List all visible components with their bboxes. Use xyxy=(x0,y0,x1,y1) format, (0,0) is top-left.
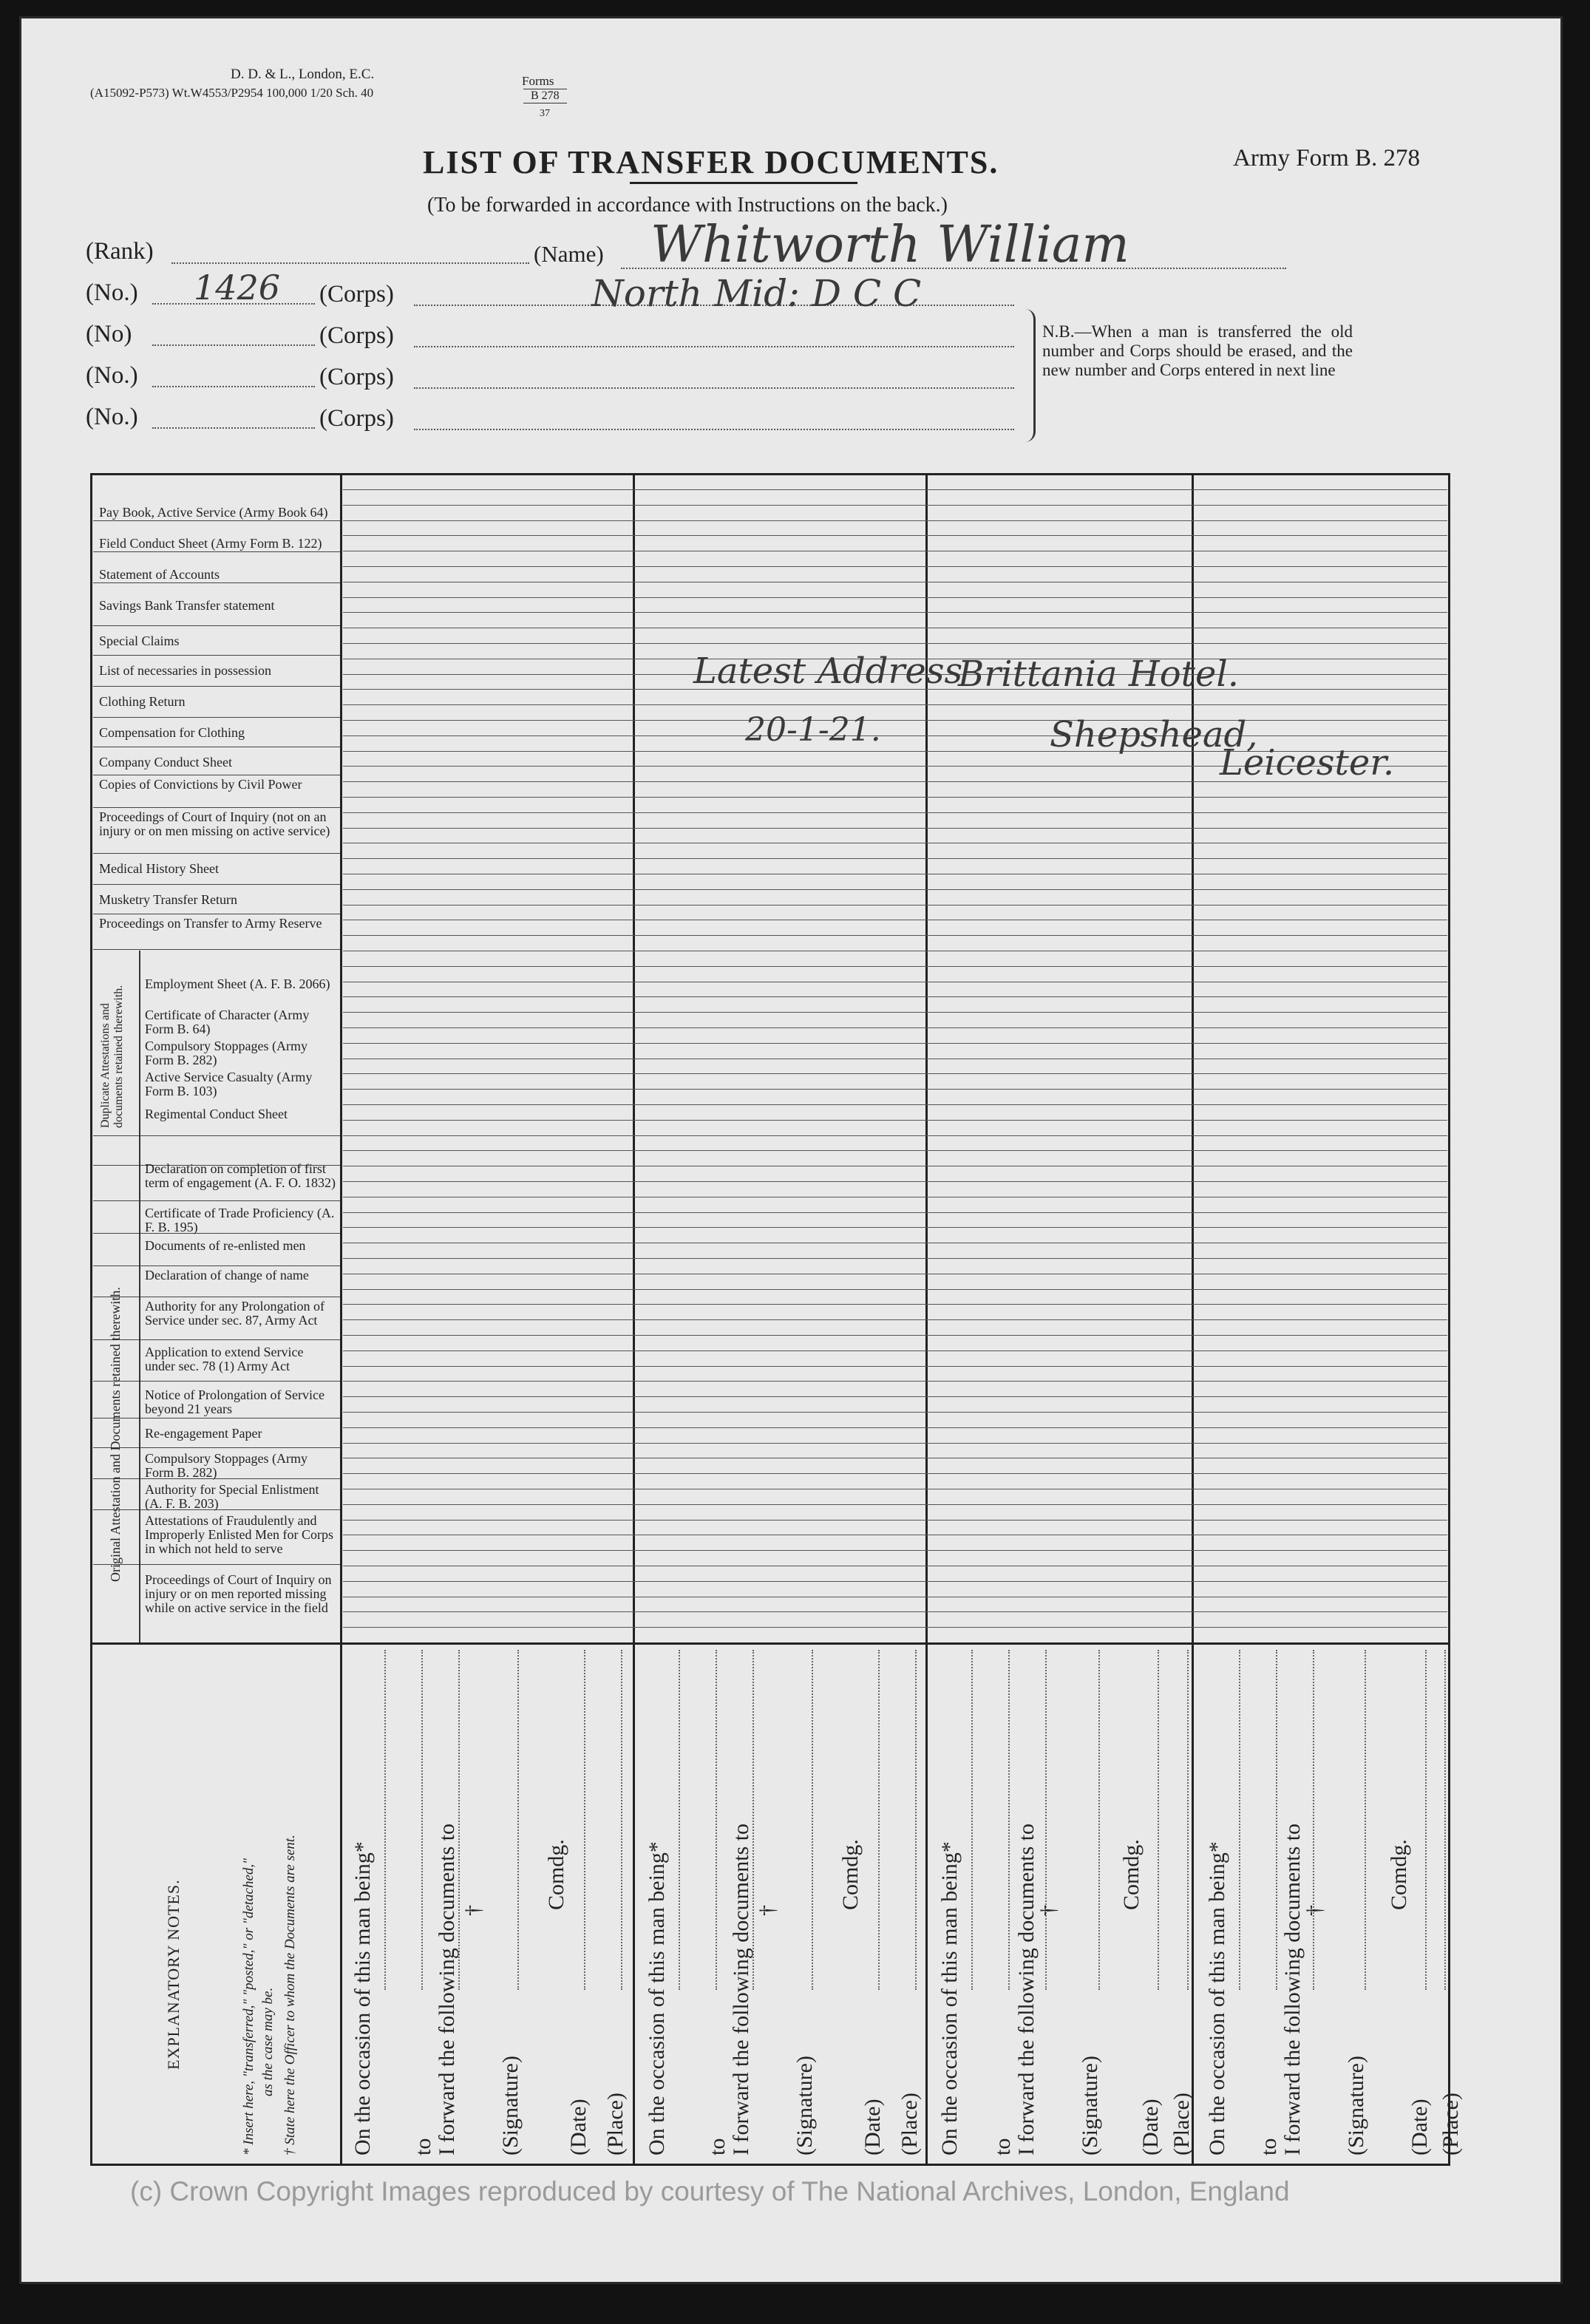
label-divider xyxy=(93,949,340,950)
signature-dotted-line xyxy=(1313,1650,1314,1990)
signature-dotted-line xyxy=(1444,1650,1446,1990)
ruling-line xyxy=(343,1611,1447,1612)
label-divider xyxy=(93,520,340,521)
ruling-line xyxy=(343,1104,1447,1105)
form-reference: Army Form B. 278 xyxy=(1233,145,1421,171)
forms-sub: 37 xyxy=(540,108,550,119)
doc-item: Company Conduct Sheet xyxy=(99,755,232,769)
handwritten-hotel: Brittania Hotel. xyxy=(958,653,1239,695)
forward-text: I forward the following documents to xyxy=(1014,1823,1039,2155)
corps-line-3 xyxy=(414,387,1014,389)
corps-label-1: (Corps) xyxy=(319,281,394,308)
ruling-line xyxy=(343,1027,1447,1028)
signature-dotted-line xyxy=(421,1650,423,1990)
signature-dotted-line xyxy=(584,1650,585,1990)
ruling-line xyxy=(343,489,1447,490)
doc-item: Proceedings of Court of Inquiry on injury or on men reported missing while on active service in the field xyxy=(145,1572,332,1615)
forward-text: I forward the following documents to xyxy=(435,1823,459,2155)
ruling-line xyxy=(343,1350,1447,1351)
comdg-text: Comdg. xyxy=(838,1839,863,1910)
occasion-text: On the occasion of this man being* xyxy=(350,1841,375,2155)
explanatory-title: EXPLANATORY NOTES. xyxy=(164,1879,183,2070)
signature-dotted-line xyxy=(915,1650,917,1990)
dagger-text: † xyxy=(461,1905,486,1916)
ruling-line xyxy=(343,1520,1447,1521)
date-text: (Date) xyxy=(1407,2099,1432,2155)
place-text: (Place) xyxy=(1438,2093,1463,2155)
doc-item: Documents of re-enlisted men xyxy=(145,1238,306,1253)
ruling-line xyxy=(343,1427,1447,1428)
no-label-3: (No.) xyxy=(86,362,138,389)
ruling-line xyxy=(343,1319,1447,1320)
label-divider xyxy=(93,655,340,656)
ruling-line xyxy=(343,1012,1447,1013)
signature-dotted-line xyxy=(1425,1650,1427,1990)
occasion-text: On the occasion of this man being* xyxy=(937,1841,962,2155)
handwritten-county: Leicester. xyxy=(1220,742,1395,784)
ruling-line xyxy=(343,858,1447,859)
forward-text: I forward the following documents to xyxy=(729,1823,753,2155)
no-line-4 xyxy=(152,427,315,429)
printer-line1: D. D. & L., London, E.C. xyxy=(231,67,375,82)
signature-dotted-line xyxy=(878,1650,880,1990)
ruling-line xyxy=(343,797,1447,798)
title-underline xyxy=(630,182,857,184)
ruling-line xyxy=(343,597,1447,598)
doc-item: Statement of Accounts xyxy=(99,567,220,582)
date-text: (Date) xyxy=(1138,2099,1163,2155)
forms-label: Forms xyxy=(522,74,554,88)
label-divider xyxy=(93,884,340,885)
signature-dotted-line xyxy=(812,1650,813,1990)
ruling-line xyxy=(343,1504,1447,1505)
signature-dotted-line xyxy=(679,1650,680,1990)
ruling-line xyxy=(343,1258,1447,1259)
date-text: (Date) xyxy=(860,2099,885,2155)
no-line-2 xyxy=(152,344,315,346)
signature-dotted-line xyxy=(621,1650,622,1990)
ruling-line xyxy=(343,505,1447,506)
rank-line xyxy=(171,262,529,264)
ruling-line xyxy=(343,1089,1447,1090)
explanatory-note1: * Insert here, "transferred," "posted," or "detached," xyxy=(241,1858,256,2155)
doc-item: Proceedings on Transfer to Army Reserve xyxy=(99,916,322,931)
doc-item: Special Claims xyxy=(99,633,180,648)
ruling-line xyxy=(343,1212,1447,1213)
doc-item: Field Conduct Sheet (Army Form B. 122) xyxy=(99,536,322,551)
page-title: LIST OF TRANSFER DOCUMENTS. xyxy=(423,144,999,180)
signature-dotted-line xyxy=(1045,1650,1047,1990)
ruling-line xyxy=(343,889,1447,890)
corps-label-2: (Corps) xyxy=(319,322,394,349)
doc-item: Compulsory Stoppages (Army Form B. 282) xyxy=(145,1039,308,1067)
forms-number: B 278 xyxy=(523,89,567,103)
label-divider xyxy=(93,717,340,718)
ruling-line xyxy=(343,1135,1447,1136)
doc-item: Proceedings of Court of Inquiry (not on an injury or on men missing on active service) xyxy=(99,809,330,838)
corps-line-2 xyxy=(414,346,1014,347)
signature-dotted-line xyxy=(1008,1650,1010,1990)
no-value: 1426 xyxy=(194,268,281,308)
comdg-text: Comdg. xyxy=(544,1839,568,1910)
doc-item: Application to extend Service under sec. 78 (1) Army Act xyxy=(145,1345,304,1373)
nb-note: N.B.—When a man is transferred the old number and Corps should be erased, and the new number and Corps entered in next line xyxy=(1042,322,1353,379)
ruling-line xyxy=(343,1381,1447,1382)
doc-item: Certificate of Trade Proficiency (A. F. B. 195) xyxy=(145,1206,335,1234)
doc-item: Copies of Convictions by Civil Power xyxy=(99,777,302,792)
to-text: to xyxy=(705,2138,730,2155)
ruling-line xyxy=(343,520,1447,521)
no-line-3 xyxy=(152,386,315,387)
dagger-text: † xyxy=(1302,1905,1327,1916)
ruling-line xyxy=(343,1304,1447,1305)
signature-dotted-line xyxy=(716,1650,717,1990)
comdg-text: Comdg. xyxy=(1119,1839,1144,1910)
ruling-line xyxy=(343,720,1447,721)
doc-item: Attestations of Fraudulently and Improperly Enlisted Men for Corps in which not held to serve xyxy=(145,1513,333,1556)
ruling-line xyxy=(343,905,1447,906)
ruling-line xyxy=(343,1289,1447,1290)
name-value: Whitworth William xyxy=(650,216,1129,274)
signature-dotted-line xyxy=(1187,1650,1189,1990)
label-divider xyxy=(93,582,340,583)
signature-text: (Signature) xyxy=(792,2056,817,2155)
label-divider xyxy=(93,853,340,854)
signature-dotted-line xyxy=(1158,1650,1159,1990)
signature-text: (Signature) xyxy=(1078,2056,1102,2155)
handwritten-date: 20-1-21. xyxy=(745,711,881,749)
doc-item: Compensation for Clothing xyxy=(99,725,245,740)
doc-item: Savings Bank Transfer statement xyxy=(99,598,275,613)
ruling-line xyxy=(343,996,1447,997)
doc-item: Authority for Special Enlistment (A. F. B. 203) xyxy=(145,1482,319,1511)
doc-item: Authority for any Prolongation of Service under sec. 87, Army Act xyxy=(145,1299,325,1328)
ruling-line xyxy=(343,566,1447,567)
name-label: (Name) xyxy=(534,241,604,267)
explanatory-note1b: as the case may be. xyxy=(260,1987,276,2096)
signature-dotted-line xyxy=(1239,1650,1240,1990)
doc-item: Active Service Casualty (Army Form B. 103) xyxy=(145,1070,313,1098)
doc-item: Declaration of change of name xyxy=(145,1268,309,1282)
no-label-4: (No.) xyxy=(86,404,138,430)
no-label-1: (No.) xyxy=(86,279,138,306)
no-label-2: (No) xyxy=(86,321,132,347)
ruling-line xyxy=(343,1412,1447,1413)
ruling-line xyxy=(343,966,1447,967)
ruling-line xyxy=(343,612,1447,613)
ruling-line xyxy=(343,1627,1447,1628)
signature-dotted-line xyxy=(1365,1650,1366,1990)
to-text: to xyxy=(411,2138,435,2155)
subtitle: (To be forwarded in accordance with Instructions on the back.) xyxy=(427,194,948,217)
signature-dotted-line xyxy=(971,1650,973,1990)
signature-text: (Signature) xyxy=(1344,2056,1368,2155)
to-text: to xyxy=(1257,2138,1281,2155)
doc-item: Compulsory Stoppages (Army Form B. 282) xyxy=(145,1451,308,1480)
ruling-line xyxy=(343,1443,1447,1444)
ruling-line xyxy=(343,704,1447,705)
ruling-line xyxy=(343,935,1447,936)
rank-label: (Rank) xyxy=(86,238,154,265)
occasion-text: On the occasion of this man being* xyxy=(1205,1841,1229,2155)
doc-item: Regimental Conduct Sheet xyxy=(145,1107,288,1121)
doc-item: Clothing Return xyxy=(99,694,186,709)
signature-dotted-line xyxy=(1276,1650,1277,1990)
printer-line2: (A15092-P573) Wt.W4553/P2954 100,000 1/20 Sch. 40 xyxy=(90,86,374,100)
ruling-line xyxy=(343,1227,1447,1228)
signature-dotted-line xyxy=(1098,1650,1100,1990)
ruling-line xyxy=(343,1396,1447,1397)
ruling-line xyxy=(343,1366,1447,1367)
ruling-line xyxy=(343,1120,1447,1121)
signature-dotted-line xyxy=(517,1650,519,1990)
ruling-line xyxy=(343,535,1447,536)
comdg-text: Comdg. xyxy=(1387,1839,1411,1910)
label-divider xyxy=(93,625,340,626)
handwritten-town: Shepshead, xyxy=(1050,714,1258,755)
label-divider xyxy=(93,551,340,552)
ruling-line xyxy=(343,1043,1447,1044)
ruling-line xyxy=(343,643,1447,644)
duplicate-group-label: Duplicate Attestations and documents retained therewith. xyxy=(99,985,125,1128)
doc-item: Notice of Prolongation of Service beyond 21 years xyxy=(145,1387,325,1416)
ruling-line xyxy=(343,1581,1447,1582)
ruling-line xyxy=(343,1550,1447,1551)
date-text: (Date) xyxy=(566,2099,591,2155)
signature-text: (Signature) xyxy=(498,2056,523,2155)
dagger-text: † xyxy=(755,1905,780,1916)
place-text: (Place) xyxy=(1169,2093,1194,2155)
place-text: (Place) xyxy=(603,2093,628,2155)
occasion-text: On the occasion of this man being* xyxy=(645,1841,669,2155)
col-divider-1 xyxy=(340,473,342,2166)
doc-item: Employment Sheet (A. F. B. 2066) xyxy=(145,976,330,991)
ruling-line xyxy=(343,812,1447,813)
table-bottom-divider xyxy=(90,1642,1450,1645)
ruling-line xyxy=(343,1150,1447,1151)
ruling-line xyxy=(343,1073,1447,1074)
signature-dotted-line xyxy=(384,1650,386,1990)
copyright-watermark: (c) Crown Copyright Images reproduced by courtesy of The National Archives, London, England xyxy=(130,2176,1290,2206)
to-text: to xyxy=(991,2138,1015,2155)
doc-item: Re-engagement Paper xyxy=(145,1426,262,1441)
label-divider xyxy=(93,686,340,687)
ruling-line xyxy=(343,1335,1447,1336)
doc-item: Pay Book, Active Service (Army Book 64) xyxy=(99,505,328,520)
explanatory-note2: † State here the Officer to whom the Documents are sent. xyxy=(282,1835,298,2155)
corps-label-3: (Corps) xyxy=(319,364,394,390)
nb-brace xyxy=(1023,309,1036,442)
doc-item: Certificate of Character (Army Form B. 64) xyxy=(145,1008,310,1036)
place-text: (Place) xyxy=(897,2093,922,2155)
doc-item: List of necessaries in possession xyxy=(99,663,271,678)
ruling-line xyxy=(343,735,1447,736)
ruling-line xyxy=(343,1473,1447,1474)
dagger-text: † xyxy=(1036,1905,1061,1916)
forward-text: I forward the following documents to xyxy=(1280,1823,1305,2155)
corps-value: North Mid: D C C xyxy=(591,272,922,315)
corps-label-4: (Corps) xyxy=(319,405,394,432)
label-divider xyxy=(93,807,340,808)
doc-item: Medical History Sheet xyxy=(99,861,219,876)
corps-line-4 xyxy=(414,429,1014,430)
ruling-line xyxy=(343,1181,1447,1182)
doc-item: Declaration on completion of first term of engagement (A. F. O. 1832) xyxy=(145,1161,336,1190)
doc-item: Musketry Transfer Return xyxy=(99,892,237,907)
original-group-label: Original Attestation and Documents retained therewith. xyxy=(108,1287,123,1582)
handwritten-latest-address: Latest Address xyxy=(693,650,963,692)
ruling-line xyxy=(343,828,1447,829)
